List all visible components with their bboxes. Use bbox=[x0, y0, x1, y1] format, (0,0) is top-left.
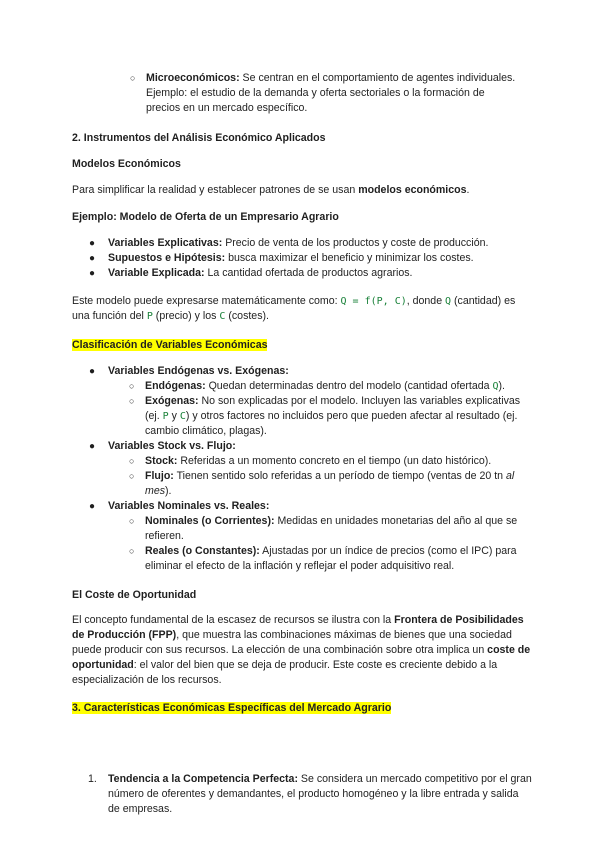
sub-list-item: ○ Flujo: Tienen sentido solo referidas a un período de tiempo (ventas de 20 tn al mes). bbox=[129, 470, 515, 497]
subheading-ejemplo: Ejemplo: Modelo de Oferta de un Empresario Agrario bbox=[72, 211, 339, 223]
clasificacion-list bbox=[89, 364, 528, 574]
sub-list-item: ○ Nominales (o Corrientes): Medidas en unidades monetarias del año al que se refieren. bbox=[129, 515, 518, 542]
paragraph-modelos: Para simplificar la realidad y establecer patrones de se usan modelos económicos. bbox=[72, 184, 470, 196]
sub-list-item: ○ Endógenas: Quedan determinadas dentro del modelo (cantidad ofertada Q). bbox=[129, 380, 505, 392]
list-item: ● Variables Stock vs. Flujo: bbox=[89, 440, 236, 452]
list-item-microeconomicos: ○ Microeconómicos: Se centran en el comportamiento de agentes individuales. Ejemplo: el estudio de la demanda y oferta sectoriales o la formación de precios en un mercado específico. bbox=[130, 72, 516, 114]
list-item: ● Variable Explicada: La cantidad ofertada de productos agrarios. bbox=[89, 267, 413, 279]
paragraph-model-formula: Este modelo puede expresarse matemáticamente como: Q = f(P, C), donde Q (cantidad) es una función del P (precio) y los C (costes). bbox=[72, 295, 516, 322]
highlighted-heading-3: 3. Características Económicas Específicas del Mercado Agrario bbox=[72, 702, 392, 714]
paragraph-coste: El concepto fundamental de la escasez de recursos se ilustra con la Frontera de Posibilidades de Producción (FPP), que muestra las combinaciones máximas de bienes que una sociedad puede producir con sus recursos. La elección de una combinación sobre otra implica un coste de oportunidad: el valor del bien que se deja de producir. Este coste es creciente debido a la especialización de los recursos. bbox=[72, 614, 531, 686]
list-item: ● Supuestos e Hipótesis: busca maximizar el beneficio y minimizar los costes. bbox=[89, 252, 474, 264]
circle-bullet-icon: ○ bbox=[130, 73, 136, 83]
subheading-modelos: Modelos Económicos bbox=[72, 158, 181, 170]
list-item: ● Variables Explicativas: Precio de venta de los productos y coste de producción. bbox=[89, 237, 489, 249]
formula-code: Q = f(P, C) bbox=[340, 296, 407, 307]
circle-bullet-icon: ○ bbox=[129, 396, 135, 406]
sub-list-item: ○ Reales (o Constantes): Ajustadas por un índice de precios (como el IPC) para eliminar el efecto de la inflación y reflejar el poder adquisitivo real. bbox=[129, 545, 517, 572]
highlighted-heading-clasificacion: Clasificación de Variables Económicas bbox=[72, 339, 268, 351]
sub-list-item: ○ Stock: Referidas a un momento concreto en el tiempo (un dato histórico). bbox=[129, 455, 492, 467]
ejemplo-list bbox=[89, 236, 528, 281]
circle-bullet-icon: ○ bbox=[129, 546, 135, 556]
circle-bullet-icon: ○ bbox=[129, 381, 135, 391]
list-item: ● Variables Endógenas vs. Exógenas: bbox=[89, 365, 289, 377]
circle-bullet-icon: ○ bbox=[129, 471, 135, 481]
bullet-icon: ● bbox=[89, 501, 96, 512]
bullet-icon: ● bbox=[89, 238, 96, 249]
numbered-list-item: 1. Tendencia a la Competencia Perfecta: Se considera un mercado competitivo por el gran número de oferentes y demandantes, el producto homogéneo y la libre entrada y salida de empresas. bbox=[88, 773, 532, 815]
bullet-icon: ● bbox=[89, 441, 96, 452]
bullet-icon: ● bbox=[89, 253, 96, 264]
bullet-icon: ● bbox=[89, 268, 96, 279]
circle-bullet-icon: ○ bbox=[129, 516, 135, 526]
subheading-coste: El Coste de Oportunidad bbox=[72, 589, 197, 601]
list-item: ● Variables Nominales vs. Reales: bbox=[89, 500, 270, 512]
section-heading-2: 2. Instrumentos del Análisis Económico Aplicados bbox=[72, 132, 326, 144]
circle-bullet-icon: ○ bbox=[129, 456, 135, 466]
bullet-icon: ● bbox=[89, 366, 96, 377]
sub-list-item: ○ Exógenas: No son explicadas por el modelo. Incluyen las variables explicativas (ej. P y C) y otros factores no incluidos pero que pueden afectar al resultado (ej. cambio climático, plagas). bbox=[129, 395, 521, 437]
